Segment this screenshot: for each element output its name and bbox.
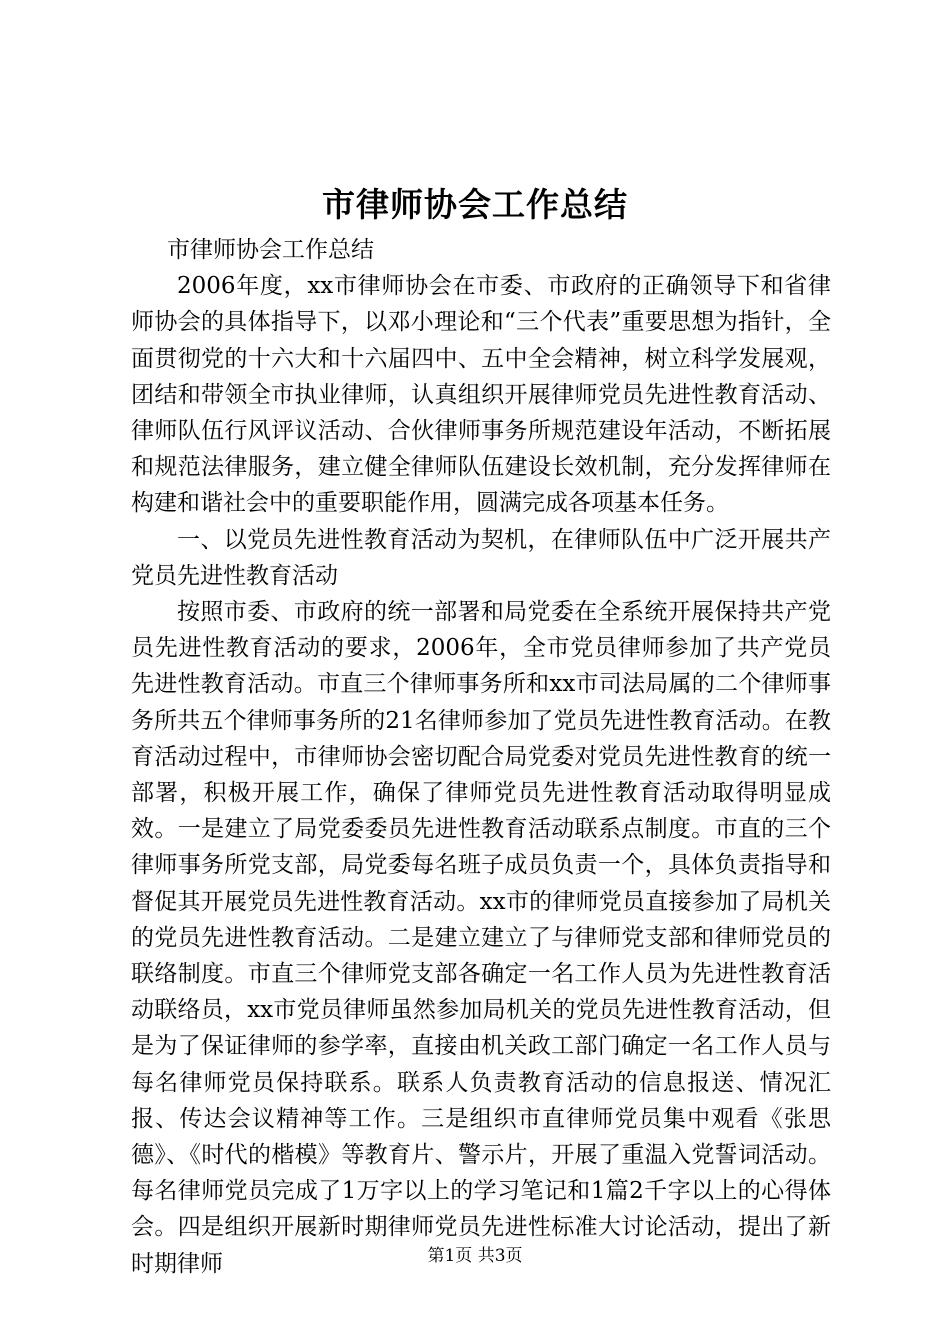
document-title: 市律师协会工作总结: [322, 185, 628, 224]
page-footer: 第1页 共3页: [427, 1246, 523, 1266]
paragraph-subtitle: 市律师协会工作总结: [167, 237, 374, 263]
section-heading-1: 一、以党员先进性教育活动为契机，在律师队伍中广泛开展共产党员先进性教育活动: [131, 526, 831, 589]
document-body: [131, 232, 831, 1282]
paragraph-intro: 2006年度，xx市律师协会在市委、市政府的正确领导下和省律师协会的具体指导下，以邓小理论和“三个代表”重要思想为指针，全面贯彻党的十六大和十六届四中、五中全会精神，树立科学发展观，团结和带领全市执业律师，认真组织开展律师党员先进性教育活动、律师队伍行风评议活动、合伙律师事务所规范建设年活动，不断拓展和规范法律服务，建立健全律师队伍建设长效机制，充分发挥律师在构建和谐社会中的重要职能作用，圆满完成各项基本任务。: [131, 273, 831, 517]
paragraph-section-1: 按照市委、市政府的统一部署和局党委在全系统开展保持共产党员先进性教育活动的要求，2006年，全市党员律师参加了共产党员先进性教育活动。市直三个律师事务所和xx市司法局属的二个律师事务所共五个律师事务所的21名律师参加了党员先进性教育活动。在教育活动过程中，市律师协会密切配合局党委对党员先进性教育的统一部署，积极开展工作，确保了律师党员先进性教育活动取得明显成效。一是建立了局党委委员先进性教育活动联系点制度。市直的三个律师事务所党支部，局党委每名班子成员负责一个，具体负责指导和督促其开展党员先进性教育活动。xx市的律师党员直接参加了局机关的党员先进性教育活动。二是建立建立了与律师党支部和律师党员的联络制度。市直三个律师党支部各确定一名工作人员为先进性教育活动联络员，xx市党员律师虽然参加局机关的党员先进性教育活动，但是为了保证律师的参学率，直接由机关政工部门确定一名工作人员与每名律师党员保持联系。联系人负责教育活动的信息报送、情况汇报、传达会议精神等工作。三是组织市直律师党员集中观看《张思德》、《时代的楷模》等教育片、警示片，开展了重温入党誓词活动。每名律师党员完成了1万字以上的学习笔记和1篇2千字以上的心得体会。四是组织开展新时期律师党员先进性标准大讨论活动，提出了新时期律师: [131, 599, 831, 1277]
